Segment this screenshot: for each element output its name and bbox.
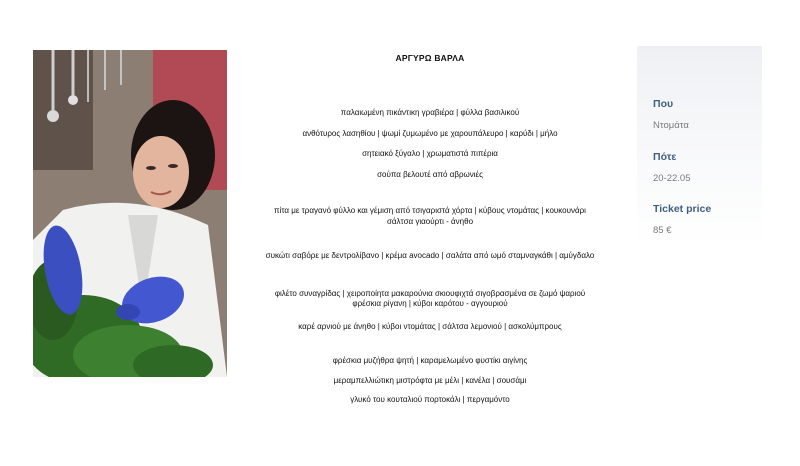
location-label: Που xyxy=(653,98,674,110)
menu-line: συκώτι σαβόρε με δεντρολίβανο | κρέμα avocado | σαλάτα από ωμό σταμναγκάθι | αμύγδαλο xyxy=(265,251,595,260)
location-value: Ντομάτα xyxy=(653,120,689,131)
menu-line: φρέσκια μυζήθρα ψητή | καραμελωμένο φυστίκι αιγίνης xyxy=(332,356,528,365)
course-pie xyxy=(240,206,620,227)
event-info-panel xyxy=(637,46,762,245)
menu xyxy=(240,52,620,406)
menu-line: μεραμπελλιώτικη μιστρόφτα με μέλι | κανέλα | σουσάμι xyxy=(333,375,527,385)
menu-line: γλυκό του κουταλιού πορτοκάλι | περγαμόντο xyxy=(350,395,510,404)
ticket-price-value: 85 € xyxy=(653,225,672,236)
menu-line: σάλτσα γιαούρτι - άνηθο xyxy=(386,216,474,226)
chef-photo xyxy=(33,50,227,377)
menu-line: φιλέτο συναγρίδας | χειροποίητα μακαρούνια σκιουφιχτά σιγοβρασμένα σε ζωμό ψαριού xyxy=(274,288,586,298)
menu-line: φρέσκια ρίγανη | κύβοι καρότου - αγγουριού xyxy=(352,299,508,308)
menu-title: ΑΡΓΥΡΩ ΒΑΡΛΑ xyxy=(395,53,465,63)
menu-line: σητειακό ξύγαλο | χρωματιστά πιπέρια xyxy=(362,149,498,158)
menu-line: ανθότυρος λασηθίου | ψωμί ζυμωμένο με χαρουπάλευρο | καρύδι | μήλο xyxy=(302,128,558,138)
menu-line: σούπα βελουτέ από αβρωνιές xyxy=(377,169,483,179)
course-fish xyxy=(240,289,620,310)
menu-line: παλαιωμένη πικάντικη γραβιέρα | φύλλα βασιλικού xyxy=(340,108,520,117)
course-starters xyxy=(240,108,620,180)
course-liver xyxy=(240,251,620,262)
menu-line: πίτα με τραγανό φύλλο και γέμιση από τσιγαριστά χόρτα | κύβους ντομάτας | κουκουνάρι xyxy=(274,206,586,215)
menu-line: καρέ αρνιού με άνηθο | κύβοι ντομάτας | σάλτσα λεμονιού | ασκολύμπρους xyxy=(298,321,562,331)
ticket-price-label: Ticket price xyxy=(653,203,712,215)
date-value: 20-22.05 xyxy=(653,173,691,184)
chef-photo-illustration xyxy=(33,50,227,377)
course-desserts xyxy=(240,356,620,406)
date-label: Πότε xyxy=(653,151,677,163)
course-lamb xyxy=(240,322,620,333)
